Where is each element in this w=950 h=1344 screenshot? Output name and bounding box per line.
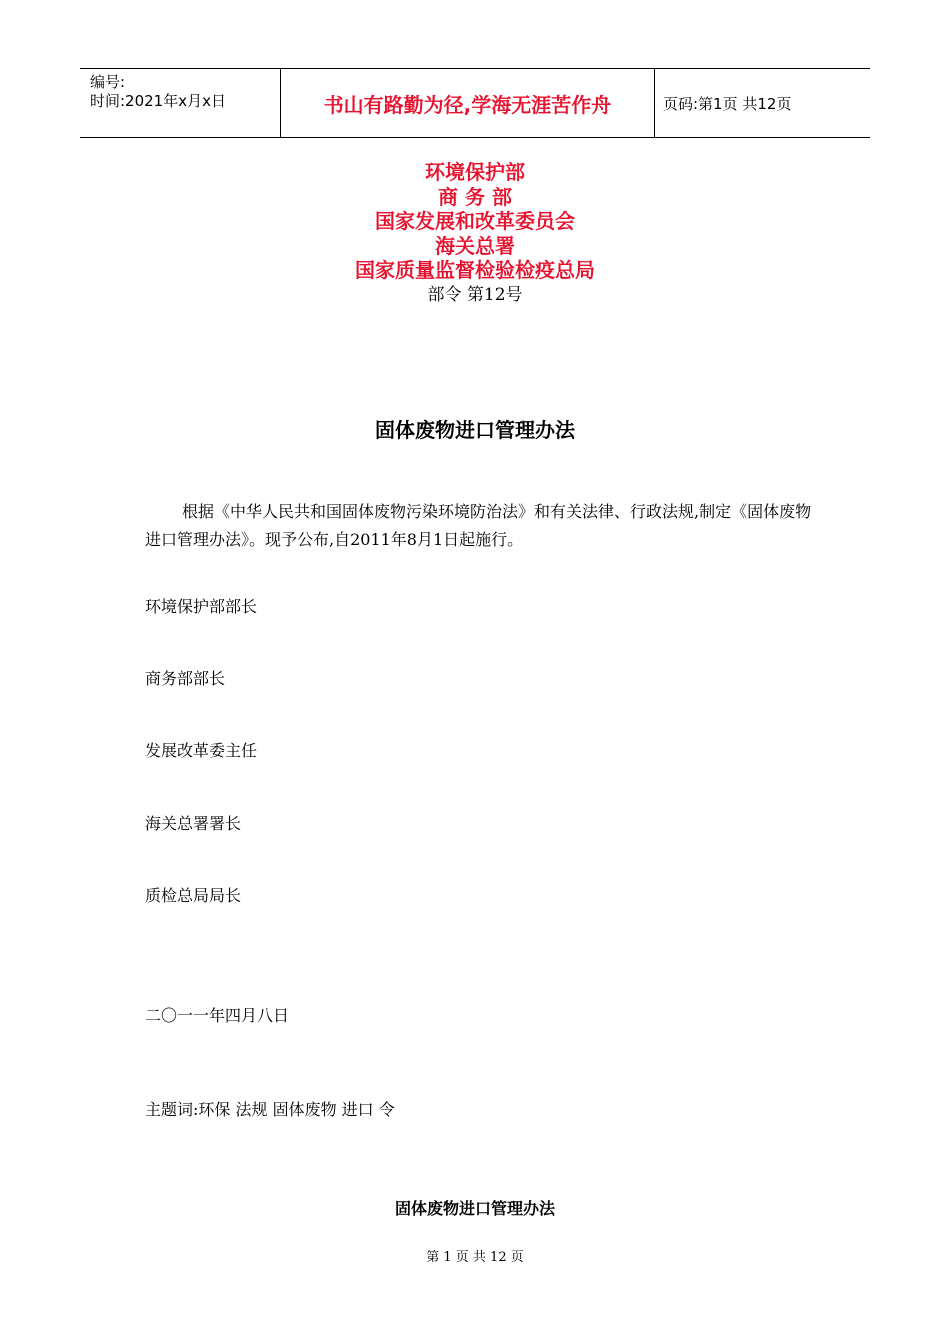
issuer-list <box>0 160 950 307</box>
header-table <box>80 68 870 138</box>
preamble-paragraph: 根据《中华人民共和国固体废物污染环境防治法》和有关法律、行政法规,制定《固体废物进口管理办法》。现予公布,自2011年8月1日起施行。 <box>145 502 812 549</box>
signature-4: 海关总署署长 <box>145 814 242 833</box>
issuer-4: 海关总署 <box>435 233 515 258</box>
issuer-2: 商 务 部 <box>438 184 512 209</box>
signature-1: 环境保护部部长 <box>145 597 258 616</box>
issuer-3: 国家发展和改革委员会 <box>375 209 575 233</box>
issuer-5: 国家质量监督检验检疫总局 <box>355 258 595 282</box>
issue-date: 二〇一一年四月八日 <box>145 1006 290 1025</box>
header-meta-cell <box>80 69 281 137</box>
issuer-1: 环境保护部 <box>425 160 525 184</box>
date-label: 时间:2021年x月x日 <box>90 92 226 110</box>
page-footer: 第 1 页 共 12 页 <box>426 1250 524 1265</box>
keywords: 主题词:环保 法规 固体废物 进口 令 <box>145 1100 395 1119</box>
document-title: 固体废物进口管理办法 <box>375 418 575 442</box>
signature-2: 商务部部长 <box>145 669 226 688</box>
section-title: 固体废物进口管理办法 <box>394 1199 555 1218</box>
code-label: 编号: <box>90 73 126 91</box>
order-number: 部令 第12号 <box>427 284 523 305</box>
signature-5: 质检总局局长 <box>145 886 242 905</box>
signature-3: 发展改革委主任 <box>145 741 258 760</box>
header-motto: 书山有路勤为径,学海无涯苦作舟 <box>281 69 655 137</box>
header-page-label: 页码:第1页 共12页 <box>663 94 792 113</box>
